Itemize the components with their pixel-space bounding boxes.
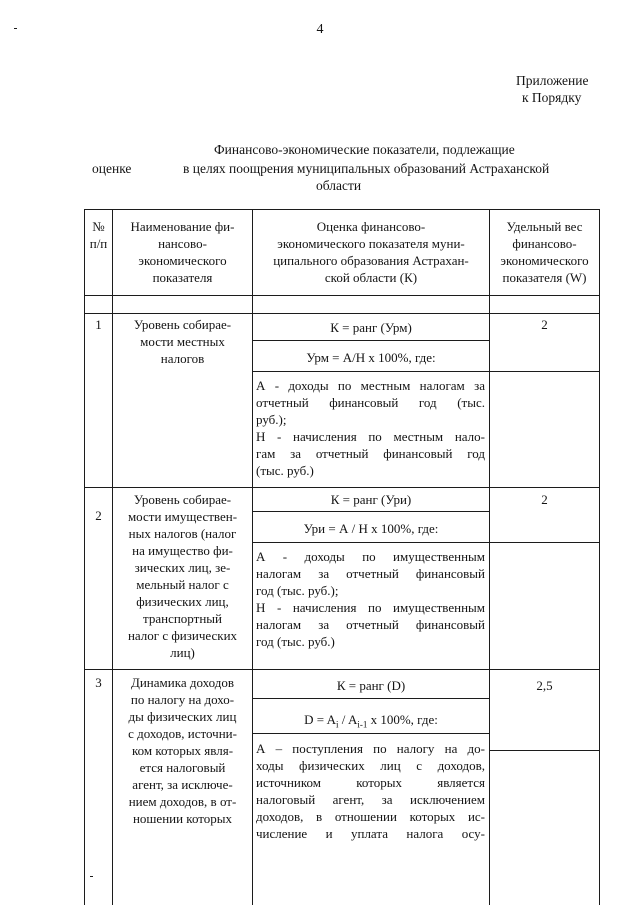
title-line-3: области (316, 178, 362, 193)
scan-mark-top (14, 28, 17, 29)
row-3-weight-line (489, 750, 600, 751)
row-2-indicator-name: Уровень собирае- мости имуществен- ных налогов (налог на имущество фи- зических лиц, зе- мельный налог с физических лиц, транспортный налог с физических лиц) (127, 492, 238, 660)
row-1-weight: 2 (541, 317, 548, 332)
row-3-formula: $D = A_i / A_{i-1}$ x 100%, где: (304, 712, 438, 730)
header-indicator-name: Наименование фи- нансово- экономического показателя (130, 219, 235, 285)
appendix-line-2: к Порядку (522, 90, 582, 105)
row-2-weight: 2 (541, 492, 548, 507)
scan-mark-bottom (90, 876, 93, 877)
row-2-formula: Ури = А / Н х 100%, где: (303, 521, 439, 536)
page-number: 4 (316, 22, 324, 37)
spacer-bottom-line (84, 313, 600, 314)
indicators-table (84, 209, 600, 905)
row-2-num: 2 (95, 508, 102, 523)
header-num: № п/п (89, 219, 108, 251)
row-3-indicator-name: Динамика доходов по налогу на дохо- ды физических лиц с доходов, источни- ком которых явля- ется налоговый агент, за исключе- нием доходов, в от- ношении которых (128, 675, 237, 826)
row-2-description: А - доходы по имущественным налогам за отчетный финансовый год (тыс. руб.); Н - начисления по имущественным налогам за отчетный финансовый год (тыс. руб.) (256, 549, 485, 649)
row-3-formula-line (252, 733, 490, 734)
row-3-rank: К = ранг (D) (336, 678, 406, 693)
row-1-formula: Урм = А/Н х 100%, где: (306, 350, 436, 365)
row-1-bottom-line (84, 487, 600, 488)
header-bottom-line (84, 295, 600, 296)
title-line-2: в целях поощрения муниципальных образований Астраханской (183, 161, 550, 176)
row-1-description: А - доходы по местным налогам за отчетный финансовый год (тыс. руб.); Н - начисления по местным нало- гам за отчетный финансовый год (тыс. руб.) (256, 378, 485, 478)
row-3-description: А – поступления по налогу на до- ходы физических лиц с доходов, источником которых является налоговый агент, за исключением доходов, в отношении которых ис- числение и уплата налога осу- (256, 741, 485, 841)
row-1-rank-line (252, 340, 490, 341)
row-1-weight-line (489, 371, 600, 372)
row-2-rank: К = ранг (Ури) (330, 492, 412, 507)
row-3-num: 3 (95, 675, 102, 690)
row-2-formula-line (252, 542, 490, 543)
header-assessment: Оценка финансово- экономического показателя муни- ципального образования Астрахан- ской области (К) (273, 219, 469, 285)
row-1-formula-line (252, 371, 490, 372)
header-weight: Удельный вес финансово- экономического показателя (W) (500, 219, 589, 285)
row-2-rank-line (252, 511, 490, 512)
row-1-indicator-name: Уровень собирае- мости местных налогов (133, 317, 232, 366)
title-line-2-start: оценке (92, 161, 132, 176)
table-border-top (84, 209, 600, 210)
title-line-1: Финансово-экономические показатели, подлежащие (214, 142, 515, 157)
row-1-rank: К = ранг (Урм) (330, 320, 412, 335)
row-3-weight: 2,5 (536, 678, 553, 693)
row-2-weight-line (489, 542, 600, 543)
row-3-rank-line (252, 698, 490, 699)
appendix-label (516, 72, 588, 106)
row-1-num: 1 (95, 317, 102, 332)
appendix-line-1: Приложение (516, 73, 589, 88)
row-2-bottom-line (84, 669, 600, 670)
